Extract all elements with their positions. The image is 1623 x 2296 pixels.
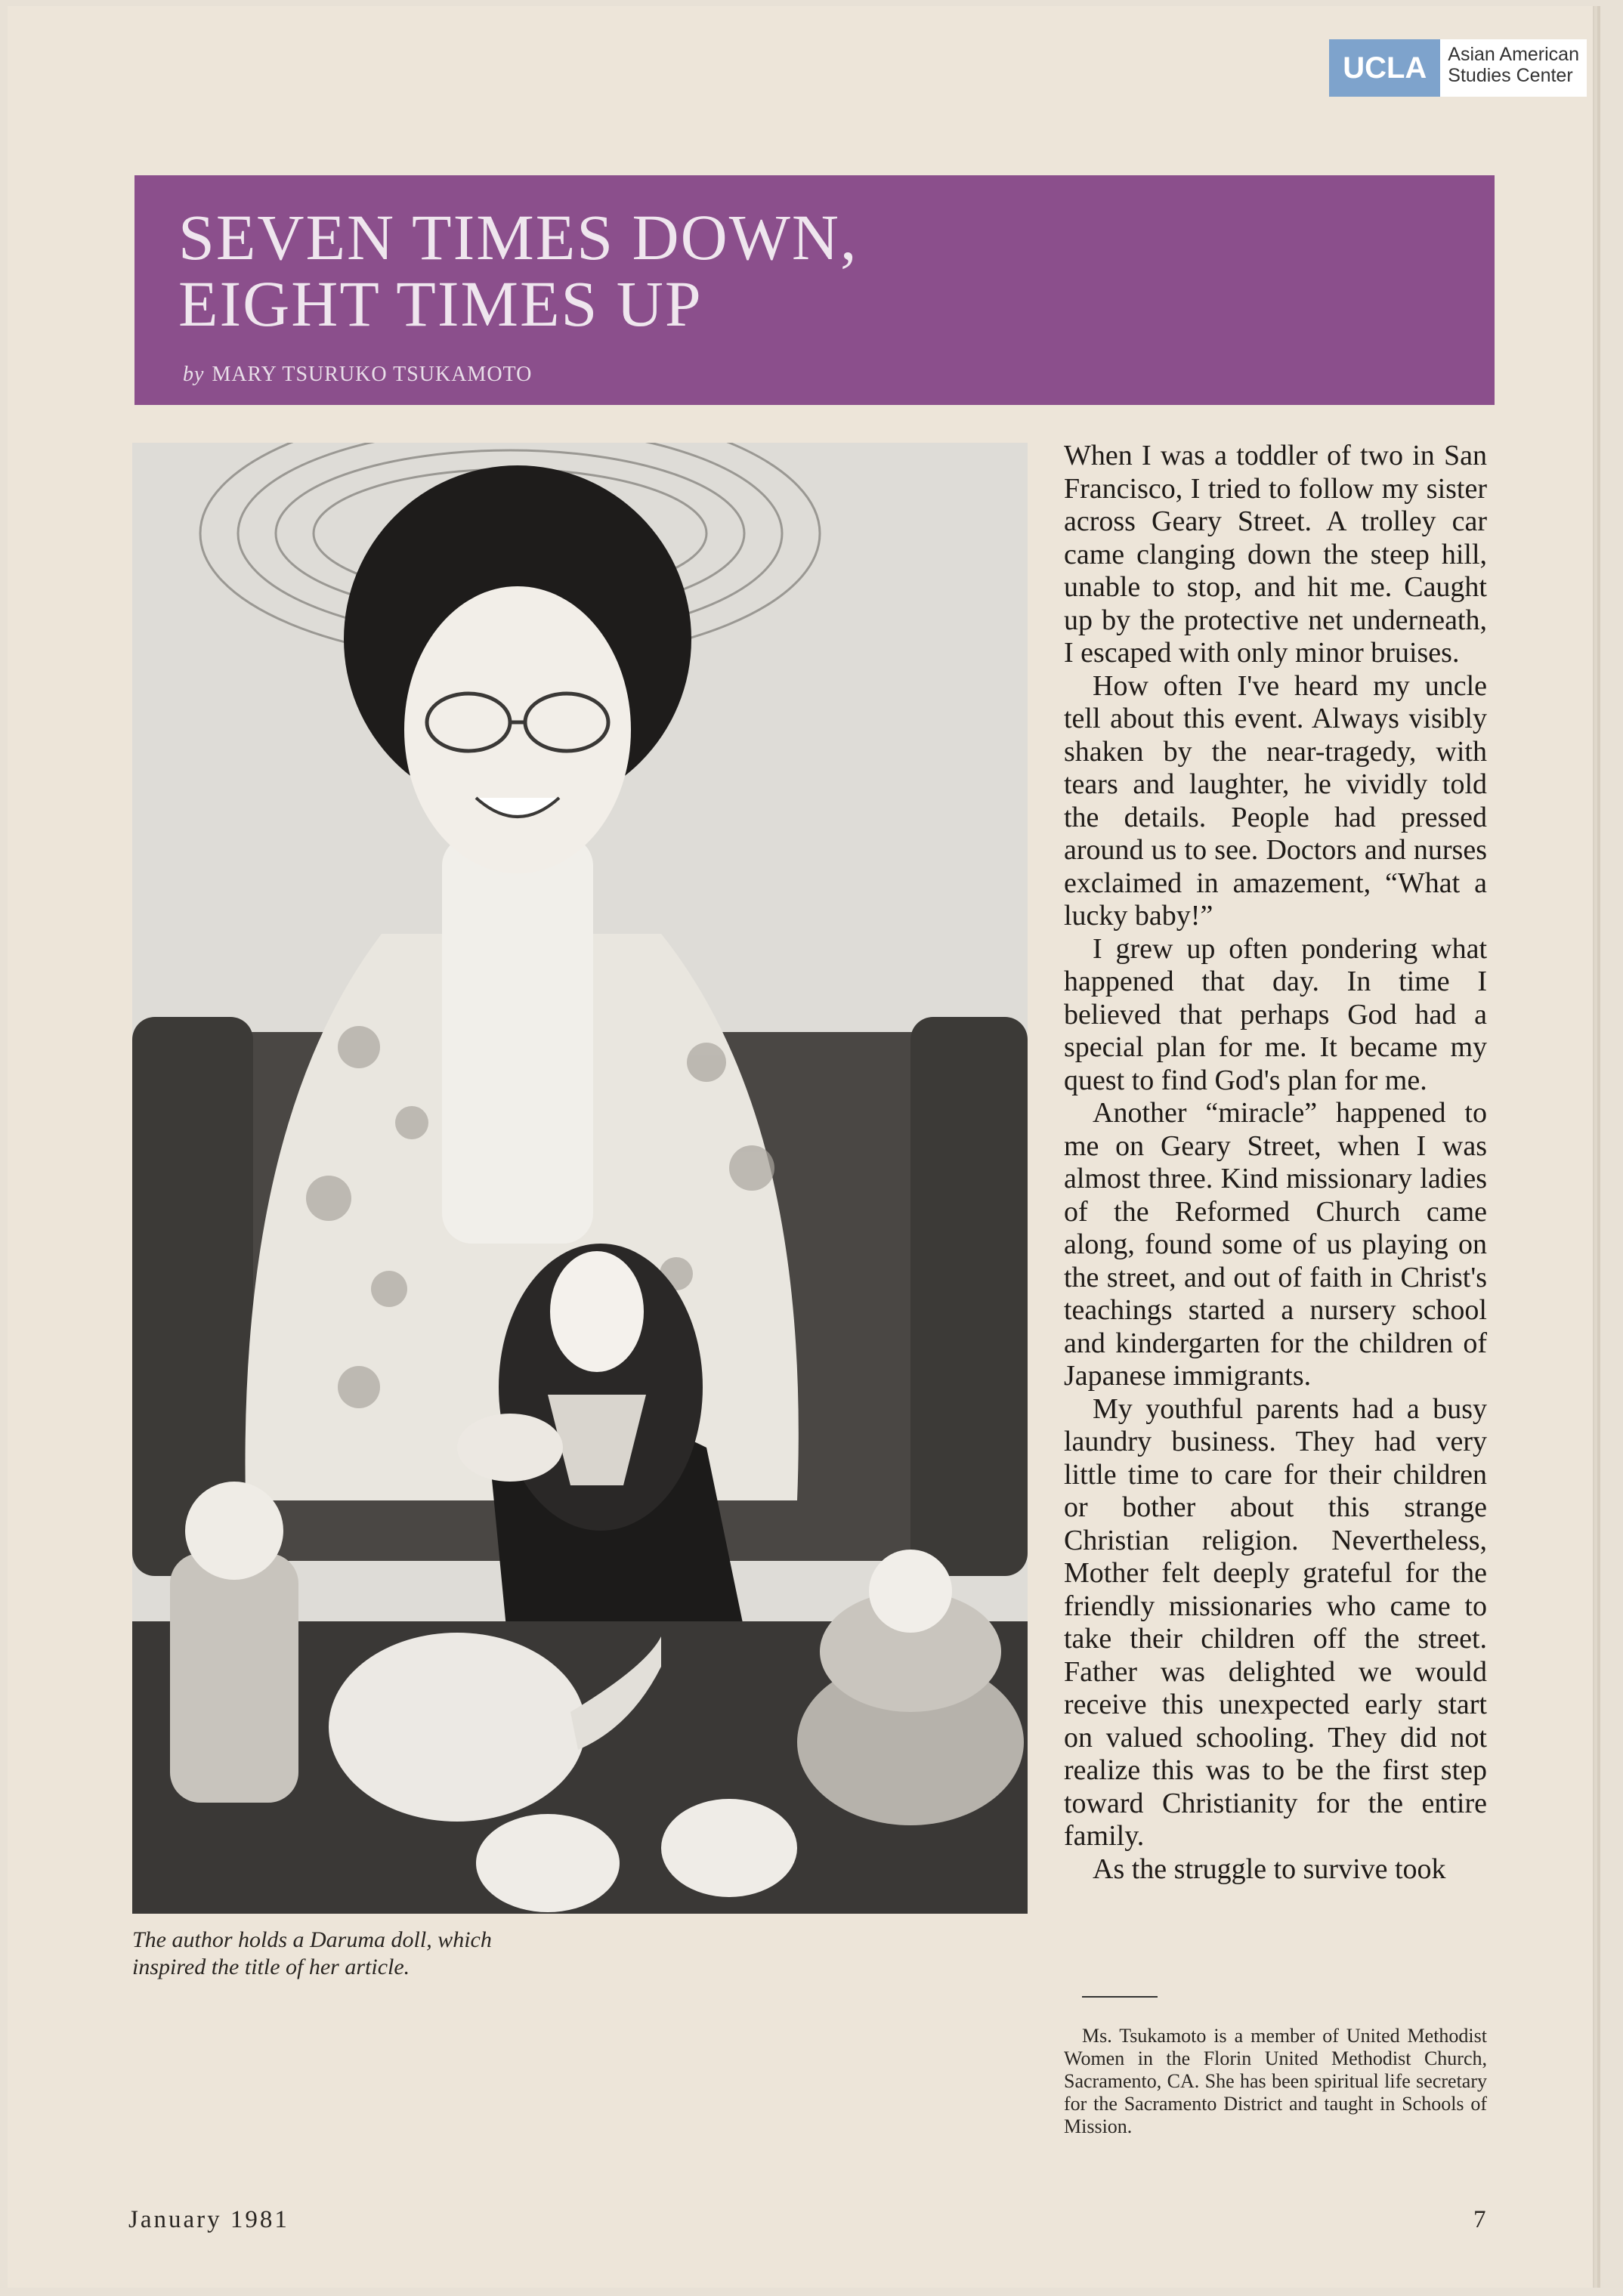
author-photo [132,443,1028,1914]
title-line1: SEVEN TIMES DOWN, [178,201,858,273]
paragraph: Another “miracle” happened to me on Geary Street, when I was almost three. Kind missionary ladies of the Reformed Church came along, found some of us playing on the street, and out of faith in Christ's teachings started a nursery school and kindergarten for the children of Japanese immigrants. [1064,1097,1487,1392]
paragraph: When I was a toddler of two in San Francisco, I tried to follow my sister across Geary Street. A trolley car came clanging down the steep hill, unable to stop, and hit me. Caught up by the protective net underneath, I escaped with only minor bruises. [1064,440,1487,669]
photo-illustration [132,443,1028,1914]
page-number: 7 [1473,2206,1486,2233]
title-banner [134,175,1495,405]
paragraph: I grew up often pondering what happened that day. In time I believed that perhaps God had a special plan for me. It became my quest to find God's plan for me. [1064,932,1487,1096]
footnote-divider [1082,1996,1158,1998]
author-name: MARY TSURUKO TSUKAMOTO [212,363,533,386]
badge-line2: Studies Center [1448,65,1573,86]
article-title [178,201,858,340]
badge-label [1440,39,1587,97]
byline-prefix: by [183,363,205,386]
photo-caption: The author holds a Daruma doll, which inspired the title of her article. [132,1927,492,1979]
ucla-badge [1329,39,1587,97]
paragraph: My youthful parents had a busy laundry business. They had very little time to care for their children or bother about this strange Christian religion. Nevertheless, Mother felt deeply grateful for the friendly missionaries who came to take their children off the street. Father was delighted we would receive this unexpected early start on valued schooling. They did not realize this was to be the first step toward Christianity for the entire family. [1064,1392,1487,1852]
badge-line1: Asian American [1448,44,1579,65]
paragraph: How often I've heard my uncle tell about this event. Always visibly shaken by the near-tragedy, with tears and laughter, he vividly told the details. People had pressed around us to see. Doctors and nurses exclaimed in amazement, “What a lucky baby!” [1064,669,1487,932]
byline [183,363,532,387]
issue-date: January 1981 [128,2206,289,2233]
article-body [1064,440,1487,1886]
paragraph: As the struggle to survive took [1093,1853,1446,1885]
ucla-logo: UCLA [1329,39,1440,97]
magazine-page [8,6,1593,2288]
title-line2: EIGHT TIMES UP [178,267,703,340]
author-footnote: Ms. Tsukamoto is a member of United Methodist Women in the Florin United Methodist Church, Sacramento, CA. She has been spiritual life secretary for the Sacramento District and taught in Schools of Mission. [1064,2025,1487,2137]
